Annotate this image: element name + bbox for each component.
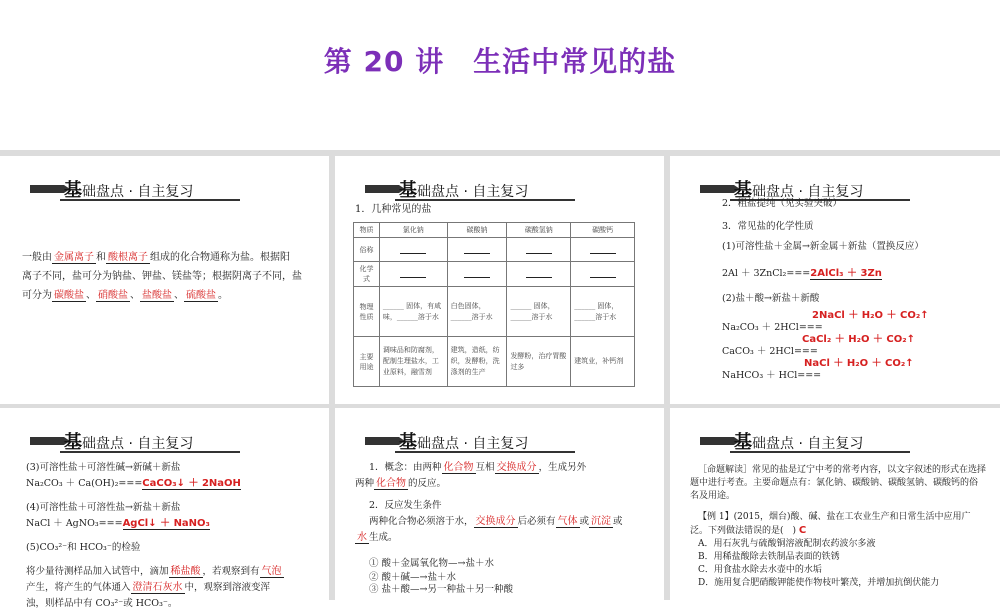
slide-grid [0, 150, 1000, 609]
table-heading: 1．几种常见的盐 [355, 204, 432, 215]
card-3 [670, 156, 1000, 404]
card-6 [670, 408, 1000, 600]
card-2 [335, 156, 664, 404]
card-4 [0, 408, 329, 609]
section-header: 基础盘点 · 自主复习 [700, 176, 910, 200]
section-header: 基础盘点 · 自主复习 [30, 428, 240, 452]
salt-definition: 一般由 金属离子 和 酸根离子 组成的化合物通称为盐。根据阳 离子不同，盐可分为钠盐、钾盐、镁盐等；根据阴离子不同，盐 可分为 碳酸盐 、 硝酸盐 、 盐酸盐 、 硫酸盐 。 [22, 252, 302, 301]
section-header: 基础盘点 · 自主复习 [365, 176, 575, 200]
double-replacement: 1．概念：由两种 化合物 互相 交换成分 ，生成另外 两种 化合物 的反应。 2．反应发生条件 两种化合物必须溶于水， 交换成分 后必须有 气体 或 沉淀 或 水 生成。 ① 酸＋金属氧化物—→盐＋水 ② 酸＋碱—→盐＋水 ③ 盐＋酸—→另一种盐＋另一种酸 [355, 462, 623, 595]
card-1 [0, 156, 329, 404]
salt-reactions: (3)可溶性盐＋可溶性碱→新碱＋新盐 Na₂CO₃ ＋ Ca(OH)₂===CaCO₃↓ ＋ 2NaOH (4)可溶性盐＋可溶性盐→新盐＋新盐 NaCl ＋ AgNO₃===AgCl↓ ＋ NaNO₃ (5)CO₃²⁻和 HCO₃⁻的检验 将少量待测样品加入试管中，滴加 稀盐酸 ，若观察到有 气泡 产生，将产生的气体通入 澄清石灰水 中，观察到溶液变浑 浊，则样品中有 CO₃²⁻或 HCO₃⁻。 [26, 462, 282, 609]
page-title: 第 20 讲 生活中常见的盐 [323, 45, 677, 78]
card-5 [335, 408, 664, 600]
common-salts-table: 物质 氯化钠 碳酸钠 碳酸氢钠 碳酸钙 俗称 化学式 物理性质 ______ 固体，有咸味，______溶于水 白色固体，______溶于水 ______ 固体，______溶于水 ______ 固体，______溶于水 主要用途 调味品和防腐剂，配制生理盐水，工业原料，融雪剂 建筑，造纸，纺织，发酵粉，洗涤剂的生产 发酵粉，治疗胃酸过多 建筑业，补钙剂 [353, 222, 635, 387]
section-header: 基础盘点 · 自主复习 [700, 428, 910, 452]
section-header: 基础盘点 · 自主复习 [30, 176, 240, 200]
salt-properties: 2．粗盐提纯（见实验突破） 3．常见盐的化学性质 (1)可溶性盐＋金属→新金属＋新盐（置换反应） 2Al ＋ 3ZnCl₂===2AlCl₃ ＋ 3Zn (2)盐＋酸→新盐＋新酸 2NaCl ＋ H₂O ＋ CO₂↑ Na₂CO₃ ＋ 2HCl=== CaCl₂ ＋ H₂O ＋ CO₂↑ CaCO₃ ＋ 2HCl=== NaCl ＋ H₂O ＋ CO₂↑ NaHCO₃ ＋ HCl=== [722, 198, 929, 381]
exam-analysis: ［命题解读］常见的盐是辽宁中考的常考内容，以文字叙述的形式在选择题中进行考查。主要命题点有：氯化钠、碳酸钠、碳酸氢钠、碳酸钙的俗名及用途。 【例 1】(2015，烟台)酸、碱、盐在工农业生产和日常生活中应用广泛。下列做法错误的是( ) C A．用石灰乳与硫酸铜溶液配制农药波尔多液 B．用稀盐酸除去铁制品表面的铁锈 C．用食盐水除去水壶中的水垢 D．施用复合肥硝酸钾能使作物枝叶繁茂，并增加抗倒伏能力 [690, 465, 987, 588]
section-header: 基础盘点 · 自主复习 [365, 428, 575, 452]
